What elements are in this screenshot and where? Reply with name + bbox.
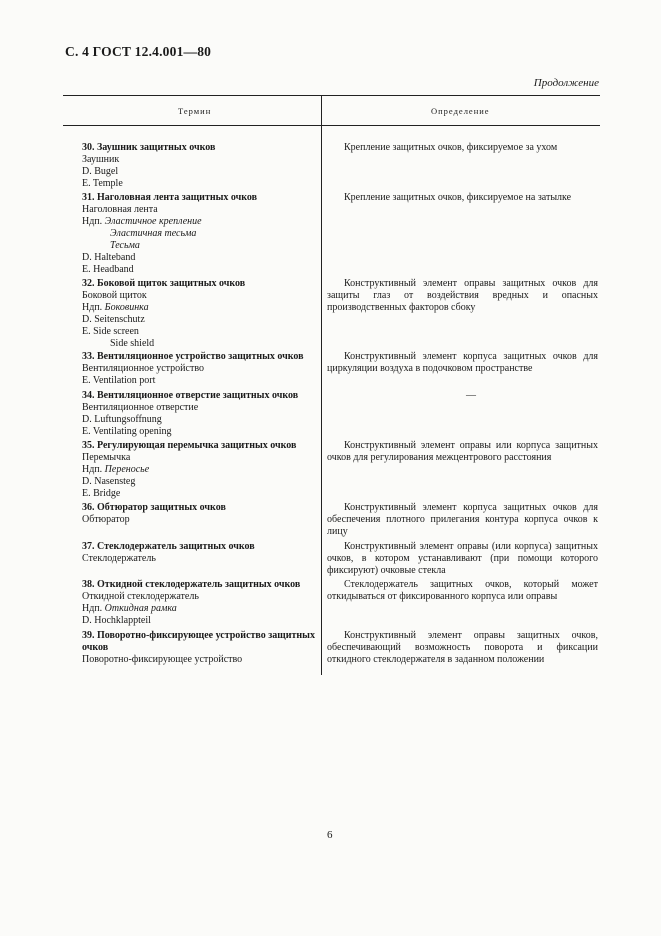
term-entry	[82, 579, 330, 627]
term-line: D. Hochklappteil	[82, 615, 151, 626]
term-deprecated	[82, 228, 330, 240]
term-entry	[82, 541, 330, 565]
term-entry	[82, 192, 330, 276]
term-line: Вентиляционное устройство	[82, 363, 204, 374]
term-line: Перемычка	[82, 452, 131, 463]
term-line: D. Seitenschutz	[82, 314, 145, 325]
term-line: Наголовная лента	[82, 204, 158, 215]
column-header-terms: Термин	[178, 106, 212, 116]
term-entry	[82, 502, 330, 526]
definition-text: —	[466, 390, 476, 401]
term-entry	[82, 630, 330, 666]
document-header: С. 4 ГОСТ 12.4.001—80	[65, 44, 212, 59]
term-title: 30. Заушник защитных очков	[82, 142, 216, 153]
definition-text: Стеклодержатель защитных очков, который может откидываться от фиксированного корпуса или оправы	[327, 579, 598, 602]
term-definition	[327, 440, 598, 464]
ndp-label: Ндп.	[82, 302, 105, 313]
term-title: 32. Боковой щиток защитных очков	[82, 278, 246, 289]
term-line: Обтюратор	[82, 514, 130, 525]
term-line: E. Ventilation port	[82, 375, 156, 386]
term-line: E. Headband	[82, 264, 134, 275]
term-line: E. Ventilating opening	[82, 426, 172, 437]
deprecated-term: Переносье	[104, 464, 150, 475]
term-definition	[327, 142, 598, 154]
definition-text: Конструктивный элемент корпуса защитных очков для циркуляции воздуха в подочковом пространстве	[327, 351, 598, 374]
term-entry	[82, 390, 330, 438]
deprecated-term: Эластичная тесьма	[110, 228, 197, 239]
term-title: 33. Вентиляционное устройство защитных очков	[82, 351, 304, 362]
term-title: 35. Регулирующая перемычка защитных очков	[82, 440, 297, 451]
deprecated-term: Откидная рамка	[104, 603, 177, 614]
definition-text: Конструктивный элемент оправы защитных очков для защиты глаз от воздействия вредных и опасных производственных факторов сбоку	[327, 278, 598, 313]
term-line: D. Halteband	[82, 252, 136, 263]
term-definition	[327, 541, 598, 577]
term-title: 36. Обтюратор защитных очков	[82, 502, 226, 513]
term-line: Side shield	[110, 338, 155, 349]
term-line: D. Bugel	[82, 166, 119, 177]
continued-label: Продолжение	[533, 77, 599, 89]
ndp-label: Ндп.	[82, 464, 105, 475]
deprecated-term: Боковинка	[104, 302, 149, 313]
term-line: Вентиляционное отверстие	[82, 402, 199, 413]
term-deprecated	[82, 603, 330, 615]
term-definition	[327, 278, 598, 314]
term-definition	[327, 390, 598, 402]
definition-text: Конструктивный элемент оправы (или корпуса) защитных очков, в котором устанавливают (при помощи которого фиксируют) очковые стекла	[327, 541, 598, 576]
term-deprecated	[82, 240, 330, 252]
table-top-rule	[63, 95, 600, 96]
term-title: 34. Вентиляционное отверстие защитных очков	[82, 390, 299, 401]
term-deprecated	[82, 216, 330, 228]
term-entry	[82, 278, 330, 350]
term-title: 37. Стеклодержатель защитных очков	[82, 541, 255, 552]
definition-text: Конструктивный элемент оправы защитных очков, обеспечивающий возможность поворота и фиксации откидного стеклодержателя в заданном положении	[327, 630, 598, 665]
term-definition	[327, 192, 598, 204]
term-line: Откидной стеклодержатель	[82, 591, 199, 602]
page-number: 6	[327, 829, 333, 841]
term-line: Заушник	[82, 154, 120, 165]
term-line: Стеклодержатель	[82, 553, 156, 564]
term-title: 38. Откидной стеклодержатель защитных очков	[82, 579, 301, 590]
term-deprecated	[82, 464, 330, 476]
column-header-definitions: Определение	[431, 106, 490, 116]
table-header-rule	[63, 125, 600, 126]
term-line: Поворотно-фиксирующее устройство	[82, 654, 243, 665]
term-title: 31. Наголовная лента защитных очков	[82, 192, 258, 203]
term-line: E. Bridge	[82, 488, 121, 499]
term-definition	[327, 579, 598, 603]
ndp-label: Ндп.	[82, 216, 105, 227]
ndp-label: Ндп.	[82, 603, 105, 614]
term-line: D. Nasensteg	[82, 476, 136, 487]
term-title: 39. Поворотно-фиксирующее устройство защитных очков	[82, 630, 315, 653]
term-line: E. Side screen	[82, 326, 139, 337]
term-definition	[327, 351, 598, 375]
term-line: E. Temple	[82, 178, 123, 189]
deprecated-term: Эластичное крепление	[104, 216, 202, 227]
term-entry	[82, 440, 330, 500]
definition-text: Конструктивный элемент корпуса защитных очков для обеспечения плотного прилегания контура корпуса очков к лицу	[327, 502, 598, 537]
term-definition	[327, 630, 598, 666]
term-entry	[82, 351, 330, 387]
term-entry	[82, 142, 330, 190]
term-line: Боковой щиток	[82, 290, 147, 301]
definition-text: Крепление защитных очков, фиксируемое на затылке	[344, 192, 572, 203]
term-definition	[327, 502, 598, 538]
term-line: D. Luftungsoffnung	[82, 414, 162, 425]
term-deprecated	[82, 302, 330, 314]
deprecated-term: Тесьма	[110, 240, 140, 251]
definition-text: Крепление защитных очков, фиксируемое за ухом	[344, 142, 558, 153]
definition-text: Конструктивный элемент оправы или корпуса защитных очков для регулирования межцентрового расстояния	[327, 440, 598, 463]
